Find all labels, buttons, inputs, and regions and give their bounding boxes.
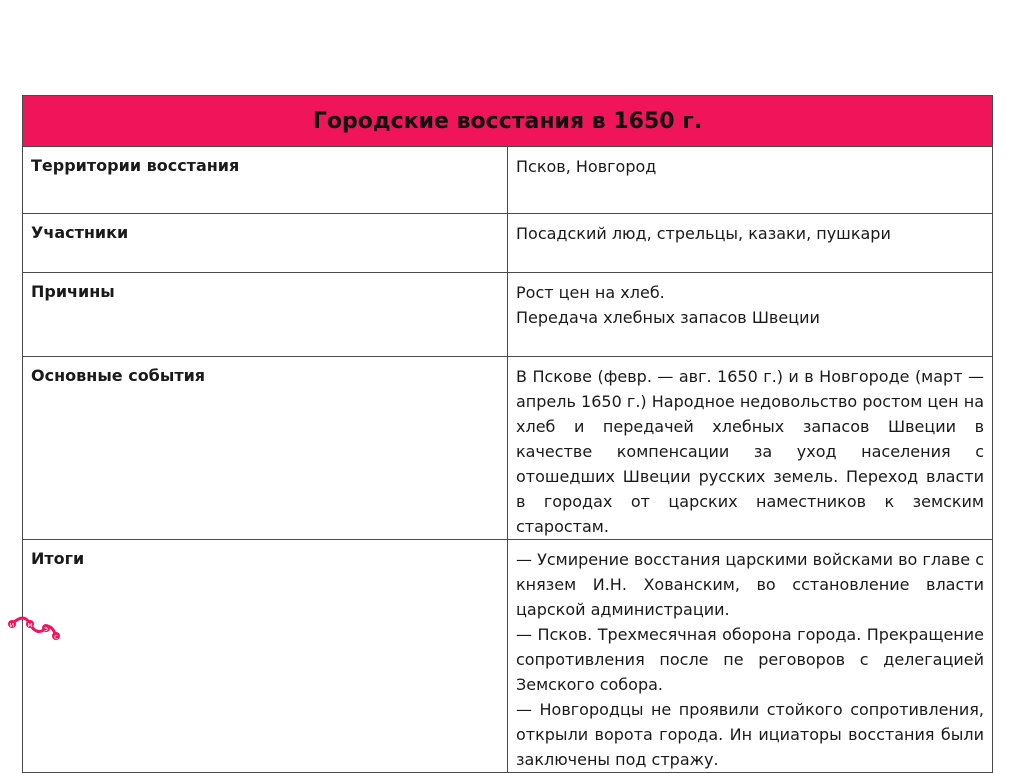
row-content-results [508,540,993,773]
logo-letter-1: и [9,621,15,629]
row-label-causes: Причины [23,273,508,357]
uprisings-table [22,95,993,773]
participants-text: Посадский люд, стрельцы, казаки, пушкари [516,224,891,243]
table-row-events [23,357,993,540]
table-row-territory [23,147,993,214]
result-item-2: — Псков. Трехмесячная оборона города. Прекращение сопротивления после пе реговоров с делегацией Земского собора. [516,625,984,694]
row-label-events: Основные события [23,357,508,540]
row-label-participants: Участники [23,214,508,273]
imes-logo [4,612,62,646]
row-content-causes [508,273,993,357]
table-title: Городские восстания в 1650 г. [23,96,993,147]
cause-line-1: Рост цен на хлеб. [516,283,665,302]
table-row-participants [23,214,993,273]
logo-letter-3: э [44,625,48,633]
cause-line-2: Передача хлебных запасов Швеции [516,308,820,327]
logo-letter-4: с [54,633,58,641]
row-label-territory: Территории восстания [23,147,508,214]
table-row-results [23,540,993,773]
table-row-causes [23,273,993,357]
table-header-row [23,96,993,147]
row-content-participants [508,214,993,273]
row-content-territory [508,147,993,214]
result-item-3: — Новгородцы не проявили стойкого сопротивления, открыли ворота города. Ин ициаторы восстания были заключены под стражу. [516,700,984,769]
row-label-results: Итоги [23,540,508,773]
territory-text: Псков, Новгород [516,157,657,176]
logo-letter-2: м [27,621,33,629]
result-item-1: — Усмирение восстания царскими войсками во главе с князем И.Н. Хованским, во сстановление власти царской администрации. [516,550,984,619]
row-content-events: В Пскове (февр. — авг. 1650 г.) и в Новгороде (март — апрель 1650 г.) Народное недовольство ростом цен на хлеб и передачей хлебных запасов Швеции в качестве компенсации за уход населения с отошедших Швеции русских земель. Переход власти в городах от царских наместников к земским старостам. [508,357,993,540]
